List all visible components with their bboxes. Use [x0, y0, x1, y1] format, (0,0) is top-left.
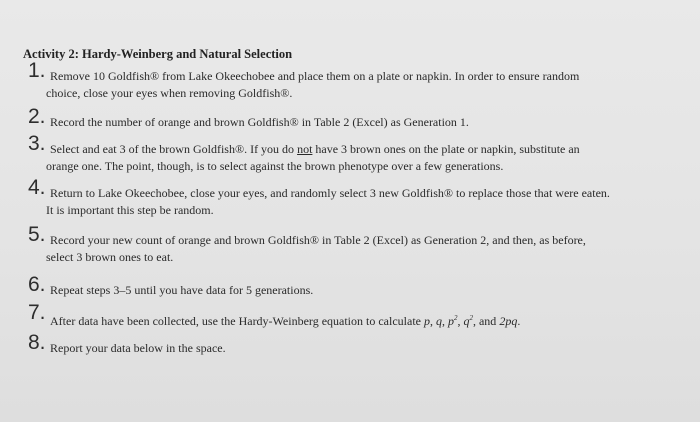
- step-2: [28, 105, 686, 131]
- step-1: [28, 59, 686, 102]
- var-p-squared: $p^2$: [447, 314, 458, 328]
- step-number: 6.: [28, 273, 46, 296]
- step-number: 5.: [28, 223, 46, 246]
- step-text: After data have been collected, use the Hardy-Weinberg equation to calculate p, q, $p^2$, $q^2$, and 2pq.: [50, 314, 521, 328]
- var-q: q: [435, 314, 442, 328]
- var-p: p: [423, 314, 430, 328]
- var-q-squared: $q^2$: [463, 314, 473, 328]
- step-number: 4.: [28, 176, 46, 199]
- step-3: [28, 132, 686, 175]
- step-text: Repeat steps 3–5 until you have data for 5 generations.: [50, 283, 314, 297]
- step-number: 3.: [28, 132, 46, 155]
- step-number: 7.: [28, 301, 46, 324]
- step-4: [28, 176, 686, 219]
- step-text: Record the number of orange and brown Goldfish® in Table 2 (Excel) as Generation 1.: [50, 115, 469, 129]
- step-number: 2.: [28, 105, 46, 128]
- step-text: Remove 10 Goldfish® from Lake Okeechobee and place them on a plate or napkin. In order to ensure random choice, close your eyes when removing Goldfish®.: [46, 69, 580, 100]
- step-text: Select and eat 3 of the brown Goldfish®. If you do not have 3 brown ones on the plate or napkin, substitute an orange one. The point, though, is to select against the brown phenotype over a few generations.: [46, 142, 580, 173]
- step-text: Record your new count of orange and brown Goldfish® in Table 2 (Excel) as Generation 2, and then, as before, select 3 brown ones to eat.: [46, 233, 586, 264]
- step-6: [28, 273, 686, 299]
- step-8: [28, 331, 686, 357]
- step-number: 1.: [28, 59, 46, 82]
- step-5: [28, 223, 686, 266]
- step-number: 8.: [28, 331, 46, 354]
- step-7: [28, 301, 686, 330]
- step-text: Report your data below in the space.: [50, 341, 226, 355]
- step-text: Return to Lake Okeechobee, close your eyes, and randomly select 3 new Goldfish® to replace those that were eaten. It is important this step be random.: [46, 186, 610, 217]
- activity-title: Activity 2: Hardy-Weinberg and Natural Selection: [23, 47, 293, 61]
- emphasis-not: not: [297, 142, 313, 156]
- var-2pq: 2pq: [499, 314, 518, 328]
